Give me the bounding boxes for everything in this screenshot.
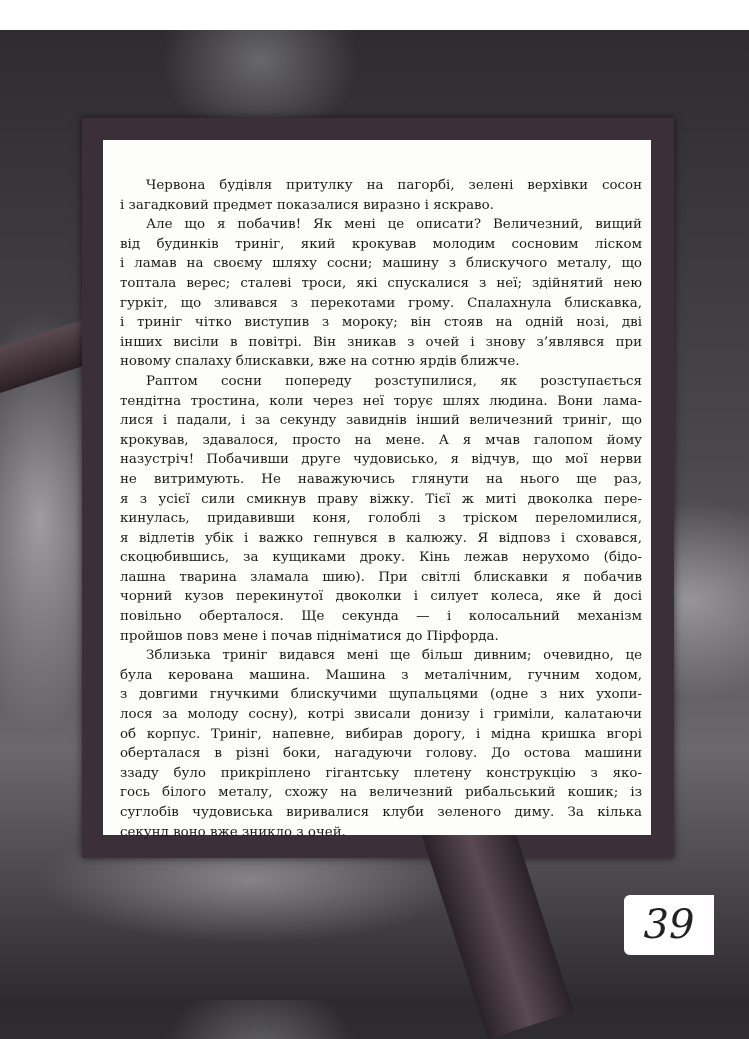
text-line: з довгими гнучкими блискучими щупальцями (одне з них ухопи- (120, 687, 642, 703)
text-line: Червона будівля притулку на пагорбі, зелені верхівки сосон (146, 178, 642, 193)
paragraph (120, 215, 642, 372)
page-number: 39 (624, 895, 714, 955)
text-line: лося за молоду сосну), котрі звисали донизу і гриміли, калатаючи (120, 707, 642, 723)
text-line: я відлетів убік і важко гепнувся в калюжу. Я відповз і сховався, (120, 530, 642, 546)
text-line: ззаду було прикріплено гігантську плетену конструкцію з яко- (120, 765, 642, 781)
text-line: Зблизька триніг видався мені ще більш дивним; очевидно, це (146, 648, 642, 664)
text-line: і ламав на своєму шляху сосни; машину з блискучого металу, що (120, 256, 642, 272)
text-line: секунд воно вже зникло з очей. (120, 824, 346, 840)
text-line: лашна тварина зламала шию). При світлі блискавки я побачив (120, 569, 642, 585)
text-line: суглобів чудовиська виривалися клуби зеленого диму. За кілька (120, 805, 642, 820)
text-line: і загадковий предмет показалися виразно і яскраво. (120, 197, 494, 213)
paragraph (120, 176, 642, 215)
text-line: чорний кузов перекинутої двоколки і силует колеса, яке й досі (120, 589, 642, 605)
text-line: крокував, здавалося, просто на мене. А я мчав галопом йому (120, 432, 642, 448)
text-line: я з усієї сили смикнув праву віжку. Тієї ж миті двоколка пере- (120, 491, 642, 507)
story-text (120, 176, 642, 842)
text-line: повільно оберталося. Ще секунда — і колосальний механізм (120, 609, 642, 625)
text-line: від будинків триніг, який крокував молодим сосновим ліском (120, 236, 642, 252)
text-line: гось білого металу, схожу на величезний рибальський кошик; із (120, 785, 642, 801)
text-line: інших висіли в повітрі. Він зникав з очей і знову з’являвся при (120, 334, 642, 350)
text-line: не витримують. Не наважуючись глянути на нього ще раз, (120, 471, 642, 487)
text-line: і триніг чітко виступив з мороку; він стояв на одній нозі, дві (120, 315, 642, 331)
paragraph (120, 372, 642, 646)
page-top-margin (0, 0, 749, 30)
text-line: топтала верес; сталеві троси, які спускалися з неї; здійнятий нею (120, 275, 642, 291)
text-line: Але що я побачив! Як мені це описати? Величезний, вищий (146, 217, 642, 233)
text-line: об корпус. Триніг, напевне, вибирав дорогу, і мідна кришка вгорі (120, 726, 642, 742)
text-line: була керована машина. Машина з металічним, гучним ходом, (120, 667, 642, 683)
text-line: оберталася в різні боки, нагадуючи голову. До остова машини (120, 746, 642, 762)
text-line: Раптом сосни попереду розступилися, як розступається (146, 373, 642, 389)
text-line: гуркіт, що зливався з перекотами грому. Спалахнула блискавка, (120, 295, 642, 311)
paragraph (120, 646, 642, 842)
text-line: пройшов повз мене і почав підніматися до Пірфорда. (120, 628, 499, 644)
text-line: назустріч! Побачивши друге чудовисько, я відчув, що мої нерви (120, 452, 642, 468)
text-line: тендітна тростина, коли через неї торує шлях людина. Вони лама- (120, 393, 642, 409)
text-line: кинулась, придавивши коня, голоблі з тріском переломилися, (120, 511, 642, 527)
text-line: новому спалаху блискавки, вже на сотню ярдів ближче. (120, 354, 520, 370)
text-line: скоцюбившись, за кущиками дроку. Кінь лежав нерухомо (бідо- (120, 550, 642, 566)
text-line: лися і падали, і за секунду завиднів інший величезний триніг, що (120, 413, 642, 429)
